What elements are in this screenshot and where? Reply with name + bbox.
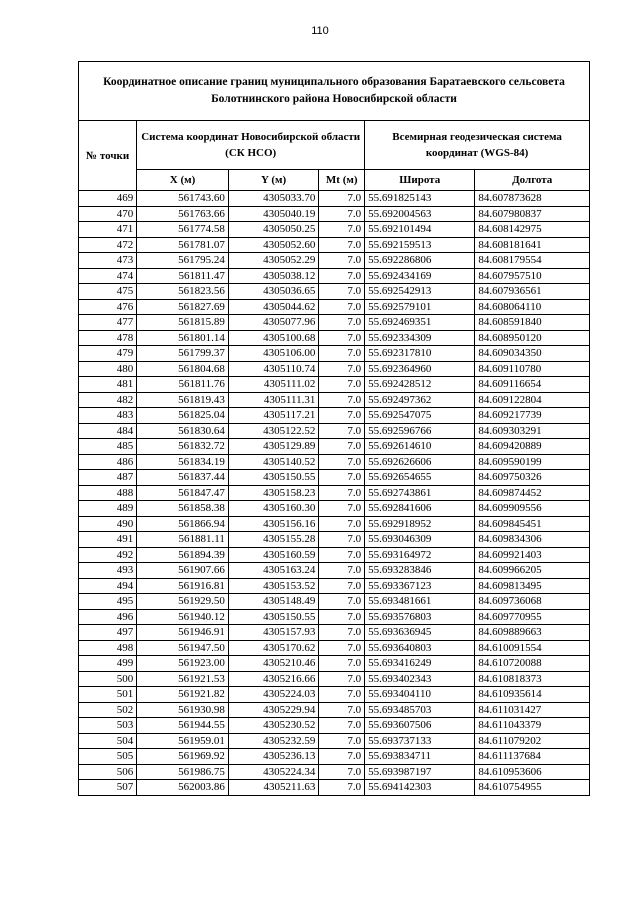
mt-value-cell: 7.0 [319,532,365,548]
longitude-cell: 84.610091554 [475,640,590,656]
latitude-cell: 55.692101494 [365,222,475,238]
latitude-cell: 55.693404110 [365,687,475,703]
table-row [79,687,590,703]
longitude-cell: 84.611137684 [475,749,590,765]
longitude-cell: 84.609750326 [475,470,590,486]
longitude-cell: 84.609813495 [475,578,590,594]
latitude-cell: 55.693367123 [365,578,475,594]
table-row [79,330,590,346]
mt-value-cell: 7.0 [319,516,365,532]
mt-value-cell: 7.0 [319,578,365,594]
latitude-cell: 55.693046309 [365,532,475,548]
point-number-cell: 485 [79,439,137,455]
y-coord-cell: 4305052.60 [228,237,319,253]
point-number-cell: 484 [79,423,137,439]
table-row [79,718,590,734]
y-coord-cell: 4305077.96 [228,315,319,331]
y-coord-cell: 4305216.66 [228,671,319,687]
latitude-cell: 55.692364960 [365,361,475,377]
x-coord-cell: 561940.12 [137,609,229,625]
mt-value-cell: 7.0 [319,640,365,656]
x-coord-cell: 561825.04 [137,408,229,424]
mt-value-cell: 7.0 [319,315,365,331]
x-coord-cell: 561830.64 [137,423,229,439]
point-number-cell: 506 [79,764,137,780]
header-y: Y (м) [228,170,319,191]
mt-value-cell: 7.0 [319,594,365,610]
y-coord-cell: 4305229.94 [228,702,319,718]
y-coord-cell: 4305038.12 [228,268,319,284]
longitude-cell: 84.610818373 [475,671,590,687]
point-number-cell: 473 [79,253,137,269]
point-number-cell: 480 [79,361,137,377]
y-coord-cell: 4305160.59 [228,547,319,563]
longitude-cell: 84.610720088 [475,656,590,672]
y-coord-cell: 4305158.23 [228,485,319,501]
y-coord-cell: 4305044.62 [228,299,319,315]
x-coord-cell: 561823.56 [137,284,229,300]
table-row [79,532,590,548]
latitude-cell: 55.692004563 [365,206,475,222]
latitude-cell: 55.692596766 [365,423,475,439]
x-coord-cell: 561763.66 [137,206,229,222]
point-number-cell: 483 [79,408,137,424]
latitude-cell: 55.692317810 [365,346,475,362]
point-number-cell: 491 [79,532,137,548]
mt-value-cell: 7.0 [319,501,365,517]
point-number-cell: 490 [79,516,137,532]
longitude-cell: 84.609909556 [475,501,590,517]
x-coord-cell: 561811.76 [137,377,229,393]
header-group-nso: Система координат Новосибирской области (СК НСО) [137,121,365,170]
table-row [79,237,590,253]
longitude-cell: 84.609590199 [475,454,590,470]
mt-value-cell: 7.0 [319,563,365,579]
point-number-cell: 482 [79,392,137,408]
y-coord-cell: 4305036.65 [228,284,319,300]
x-coord-cell: 561866.94 [137,516,229,532]
x-coord-cell: 561804.68 [137,361,229,377]
x-coord-cell: 561929.50 [137,594,229,610]
latitude-cell: 55.693636945 [365,625,475,641]
longitude-cell: 84.608950120 [475,330,590,346]
mt-value-cell: 7.0 [319,470,365,486]
mt-value-cell: 7.0 [319,749,365,765]
coordinates-table [78,61,590,796]
longitude-cell: 84.608181641 [475,237,590,253]
table-row [79,485,590,501]
header-x: X (м) [137,170,229,191]
point-number-cell: 498 [79,640,137,656]
latitude-cell: 55.692547075 [365,408,475,424]
mt-value-cell: 7.0 [319,222,365,238]
mt-value-cell: 7.0 [319,454,365,470]
y-coord-cell: 4305110.74 [228,361,319,377]
x-coord-cell: 561847.47 [137,485,229,501]
mt-value-cell: 7.0 [319,392,365,408]
point-number-cell: 499 [79,656,137,672]
table-row [79,780,590,796]
mt-value-cell: 7.0 [319,764,365,780]
latitude-cell: 55.693485703 [365,702,475,718]
longitude-cell: 84.609889663 [475,625,590,641]
mt-value-cell: 7.0 [319,191,365,207]
latitude-cell: 55.693481661 [365,594,475,610]
latitude-cell: 55.692497362 [365,392,475,408]
x-coord-cell: 561921.82 [137,687,229,703]
x-coord-cell: 561799.37 [137,346,229,362]
x-coord-cell: 561795.24 [137,253,229,269]
point-number-cell: 495 [79,594,137,610]
latitude-cell: 55.693834711 [365,749,475,765]
point-number-cell: 507 [79,780,137,796]
header-latitude: Широта [365,170,475,191]
x-coord-cell: 561827.69 [137,299,229,315]
x-coord-cell: 561781.07 [137,237,229,253]
table-row [79,640,590,656]
mt-value-cell: 7.0 [319,439,365,455]
point-number-cell: 478 [79,330,137,346]
point-number-cell: 481 [79,377,137,393]
header-mt: Mt (м) [319,170,365,191]
y-coord-cell: 4305148.49 [228,594,319,610]
mt-value-cell: 7.0 [319,206,365,222]
mt-value-cell: 7.0 [319,237,365,253]
x-coord-cell: 561923.00 [137,656,229,672]
table-body [79,191,590,796]
mt-value-cell: 7.0 [319,408,365,424]
x-coord-cell: 561819.43 [137,392,229,408]
point-number-cell: 489 [79,501,137,517]
point-number-cell: 502 [79,702,137,718]
point-number-cell: 501 [79,687,137,703]
latitude-cell: 55.692542913 [365,284,475,300]
y-coord-cell: 4305230.52 [228,718,319,734]
y-coord-cell: 4305153.52 [228,578,319,594]
longitude-cell: 84.607936561 [475,284,590,300]
mt-value-cell: 7.0 [319,346,365,362]
x-coord-cell: 561858.38 [137,501,229,517]
longitude-cell: 84.609420889 [475,439,590,455]
latitude-cell: 55.692614610 [365,439,475,455]
longitude-cell: 84.609110780 [475,361,590,377]
point-number-cell: 494 [79,578,137,594]
y-coord-cell: 4305106.00 [228,346,319,362]
mt-value-cell: 7.0 [319,702,365,718]
table-row [79,253,590,269]
mt-value-cell: 7.0 [319,671,365,687]
latitude-cell: 55.692159513 [365,237,475,253]
longitude-cell: 84.609122804 [475,392,590,408]
table-row [79,408,590,424]
x-coord-cell: 562003.86 [137,780,229,796]
mt-value-cell: 7.0 [319,299,365,315]
table-row [79,609,590,625]
longitude-cell: 84.609770955 [475,609,590,625]
table-row [79,625,590,641]
x-coord-cell: 561907.66 [137,563,229,579]
longitude-cell: 84.609921403 [475,547,590,563]
table-row [79,594,590,610]
y-coord-cell: 4305050.25 [228,222,319,238]
longitude-cell: 84.609303291 [475,423,590,439]
x-coord-cell: 561815.89 [137,315,229,331]
mt-value-cell: 7.0 [319,687,365,703]
longitude-cell: 84.607957510 [475,268,590,284]
longitude-cell: 84.609834306 [475,532,590,548]
y-coord-cell: 4305157.93 [228,625,319,641]
y-coord-cell: 4305163.24 [228,563,319,579]
table-row [79,454,590,470]
table-row [79,346,590,362]
x-coord-cell: 561743.60 [137,191,229,207]
longitude-cell: 84.609736068 [475,594,590,610]
header-longitude: Долгота [475,170,590,191]
mt-value-cell: 7.0 [319,625,365,641]
mt-value-cell: 7.0 [319,330,365,346]
table-row [79,501,590,517]
point-number-cell: 493 [79,563,137,579]
table-row [79,563,590,579]
y-coord-cell: 4305122.52 [228,423,319,439]
longitude-cell: 84.609116654 [475,377,590,393]
longitude-cell: 84.609034350 [475,346,590,362]
x-coord-cell: 561894.39 [137,547,229,563]
y-coord-cell: 4305040.19 [228,206,319,222]
table-row [79,547,590,563]
latitude-cell: 55.692334309 [365,330,475,346]
latitude-cell: 55.692654655 [365,470,475,486]
mt-value-cell: 7.0 [319,656,365,672]
longitude-cell: 84.610953606 [475,764,590,780]
mt-value-cell: 7.0 [319,377,365,393]
mt-value-cell: 7.0 [319,733,365,749]
y-coord-cell: 4305224.03 [228,687,319,703]
longitude-cell: 84.609874452 [475,485,590,501]
y-coord-cell: 4305160.30 [228,501,319,517]
longitude-cell: 84.610935614 [475,687,590,703]
y-coord-cell: 4305210.46 [228,656,319,672]
mt-value-cell: 7.0 [319,284,365,300]
latitude-cell: 55.691825143 [365,191,475,207]
x-coord-cell: 561811.47 [137,268,229,284]
mt-value-cell: 7.0 [319,253,365,269]
longitude-cell: 84.610754955 [475,780,590,796]
table-row [79,439,590,455]
point-number-cell: 503 [79,718,137,734]
x-coord-cell: 561881.11 [137,532,229,548]
latitude-cell: 55.693576803 [365,609,475,625]
x-coord-cell: 561959.01 [137,733,229,749]
table-row [79,702,590,718]
y-coord-cell: 4305232.59 [228,733,319,749]
table-row [79,671,590,687]
table-row [79,516,590,532]
longitude-cell: 84.611043379 [475,718,590,734]
x-coord-cell: 561946.91 [137,625,229,641]
x-coord-cell: 561837.44 [137,470,229,486]
table-row [79,268,590,284]
point-number-cell: 505 [79,749,137,765]
table-row [79,656,590,672]
y-coord-cell: 4305100.68 [228,330,319,346]
y-coord-cell: 4305129.89 [228,439,319,455]
point-number-cell: 488 [79,485,137,501]
x-coord-cell: 561834.19 [137,454,229,470]
point-number-cell: 500 [79,671,137,687]
y-coord-cell: 4305111.02 [228,377,319,393]
table-row [79,206,590,222]
mt-value-cell: 7.0 [319,609,365,625]
x-coord-cell: 561832.72 [137,439,229,455]
y-coord-cell: 4305150.55 [228,470,319,486]
table-row [79,315,590,331]
latitude-cell: 55.693416249 [365,656,475,672]
latitude-cell: 55.693164972 [365,547,475,563]
x-coord-cell: 561801.14 [137,330,229,346]
latitude-cell: 55.692579101 [365,299,475,315]
point-number-cell: 492 [79,547,137,563]
y-coord-cell: 4305052.29 [228,253,319,269]
point-number-cell: 474 [79,268,137,284]
longitude-cell: 84.611031427 [475,702,590,718]
longitude-cell: 84.611079202 [475,733,590,749]
mt-value-cell: 7.0 [319,718,365,734]
y-coord-cell: 4305211.63 [228,780,319,796]
point-number-cell: 497 [79,625,137,641]
y-coord-cell: 4305033.70 [228,191,319,207]
latitude-cell: 55.692434169 [365,268,475,284]
table-row [79,191,590,207]
header-group-wgs: Всемирная геодезическая система координат (WGS-84) [365,121,590,170]
x-coord-cell: 561947.50 [137,640,229,656]
latitude-cell: 55.692286806 [365,253,475,269]
table-row [79,392,590,408]
point-number-cell: 470 [79,206,137,222]
latitude-cell: 55.692626606 [365,454,475,470]
y-coord-cell: 4305117.21 [228,408,319,424]
latitude-cell: 55.693987197 [365,764,475,780]
table-title: Координатное описание границ муниципального образования Баратаевского сельсовета Болотнинского района Новосибирской области [79,62,590,121]
latitude-cell: 55.693640803 [365,640,475,656]
y-coord-cell: 4305236.13 [228,749,319,765]
point-number-cell: 486 [79,454,137,470]
y-coord-cell: 4305140.52 [228,454,319,470]
longitude-cell: 84.609845451 [475,516,590,532]
latitude-cell: 55.694142303 [365,780,475,796]
mt-value-cell: 7.0 [319,485,365,501]
mt-value-cell: 7.0 [319,780,365,796]
mt-value-cell: 7.0 [319,268,365,284]
latitude-cell: 55.693607506 [365,718,475,734]
latitude-cell: 55.692841606 [365,501,475,517]
mt-value-cell: 7.0 [319,547,365,563]
x-coord-cell: 561969.92 [137,749,229,765]
table-row [79,377,590,393]
longitude-cell: 84.607980837 [475,206,590,222]
longitude-cell: 84.609966205 [475,563,590,579]
header-point-number: № точки [79,121,137,191]
mt-value-cell: 7.0 [319,361,365,377]
x-coord-cell: 561916.81 [137,578,229,594]
page-number: 110 [311,25,329,37]
table-row [79,764,590,780]
longitude-cell: 84.608064110 [475,299,590,315]
longitude-cell: 84.608591840 [475,315,590,331]
latitude-cell: 55.693402343 [365,671,475,687]
y-coord-cell: 4305150.55 [228,609,319,625]
table-row [79,733,590,749]
point-number-cell: 471 [79,222,137,238]
table-row [79,284,590,300]
y-coord-cell: 4305111.31 [228,392,319,408]
x-coord-cell: 561774.58 [137,222,229,238]
point-number-cell: 475 [79,284,137,300]
point-number-cell: 476 [79,299,137,315]
table-row [79,470,590,486]
table-row [79,749,590,765]
table-row [79,361,590,377]
longitude-cell: 84.607873628 [475,191,590,207]
table-row [79,578,590,594]
point-number-cell: 479 [79,346,137,362]
latitude-cell: 55.692469351 [365,315,475,331]
x-coord-cell: 561944.55 [137,718,229,734]
x-coord-cell: 561930.98 [137,702,229,718]
latitude-cell: 55.693737133 [365,733,475,749]
longitude-cell: 84.608142975 [475,222,590,238]
point-number-cell: 469 [79,191,137,207]
latitude-cell: 55.692743861 [365,485,475,501]
table-row [79,423,590,439]
y-coord-cell: 4305156.16 [228,516,319,532]
mt-value-cell: 7.0 [319,423,365,439]
latitude-cell: 55.693283846 [365,563,475,579]
longitude-cell: 84.608179554 [475,253,590,269]
y-coord-cell: 4305224.34 [228,764,319,780]
latitude-cell: 55.692918952 [365,516,475,532]
y-coord-cell: 4305155.28 [228,532,319,548]
point-number-cell: 487 [79,470,137,486]
latitude-cell: 55.692428512 [365,377,475,393]
x-coord-cell: 561921.53 [137,671,229,687]
table-row [79,299,590,315]
y-coord-cell: 4305170.62 [228,640,319,656]
point-number-cell: 477 [79,315,137,331]
x-coord-cell: 561986.75 [137,764,229,780]
point-number-cell: 472 [79,237,137,253]
table-row [79,222,590,238]
point-number-cell: 504 [79,733,137,749]
longitude-cell: 84.609217739 [475,408,590,424]
point-number-cell: 496 [79,609,137,625]
